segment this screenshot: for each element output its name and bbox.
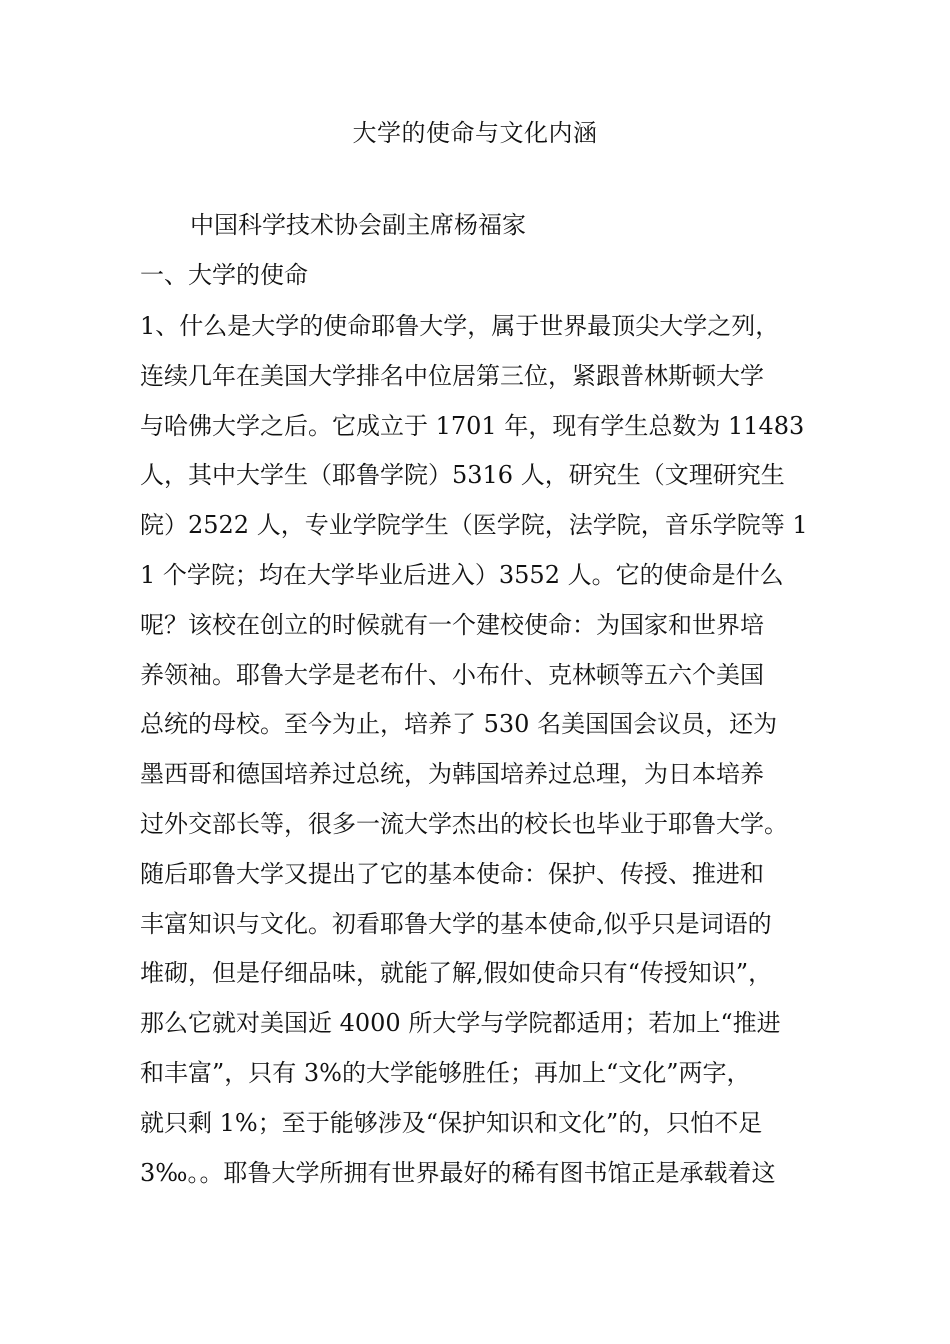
author-line: 中国科学技术协会副主席杨福家 (190, 211, 526, 239)
body-line: 院）2522 人，专业学院学生（医学院，法学院，音乐学院等 1 (140, 511, 808, 540)
body-line: 那么它就对美国近 4000 所大学与学院都适用；若加上“推进 (140, 1009, 781, 1038)
body-line: 人，其中大学生（耶鲁学院）5316 人，研究生（文理研究生 (140, 461, 785, 490)
body-line: 就只剩 1%；至于能够涉及“保护知识和文化”的，只怕不足 (140, 1108, 763, 1137)
body-line: 随后耶鲁大学又提出了它的基本使命：保护、传授、推进和 (140, 859, 764, 888)
body-line: 丰富知识与文化。初看耶鲁大学的基本使命,似乎只是词语的 (140, 909, 772, 938)
body-line: 墨西哥和德国培养过总统，为韩国培养过总理，为日本培养 (140, 760, 764, 789)
body-line: 连续几年在美国大学排名中位居第三位，紧跟普林斯顿大学 (140, 361, 764, 390)
body-line: 和丰富”，只有 3%的大学能够胜任；再加上“文化”两字， (140, 1058, 751, 1087)
section-heading: 一、大学的使命 (140, 261, 308, 289)
body-line: 1、什么是大学的使命耶鲁大学，属于世界最顶尖大学之列， (140, 312, 780, 340)
body-line: 呢？该校在创立的时候就有一个建校使命：为国家和世界培 (140, 610, 764, 639)
body-text (140, 308, 840, 1204)
body-line: 堆砌，但是仔细品味，就能了解,假如使命只有“传授知识”， (140, 959, 773, 988)
body-line: 与哈佛大学之后。它成立于 1701 年，现有学生总数为 11483 (140, 411, 805, 440)
body-line: 过外交部长等，很多一流大学杰出的校长也毕业于耶鲁大学。 (140, 809, 788, 838)
document-title: 大学的使命与文化内涵 (352, 119, 598, 147)
body-line: 1 个学院；均在大学毕业后进入）3552 人。它的使命是什么 (140, 560, 784, 589)
body-line: 3‰。。耶鲁大学所拥有世界最好的稀有图书馆正是承载着这 (140, 1158, 776, 1187)
body-line: 总统的母校。至今为止，培养了 530 名美国国会议员，还为 (140, 710, 778, 739)
body-line: 养领袖。耶鲁大学是老布什、小布什、克林顿等五六个美国 (140, 660, 764, 689)
